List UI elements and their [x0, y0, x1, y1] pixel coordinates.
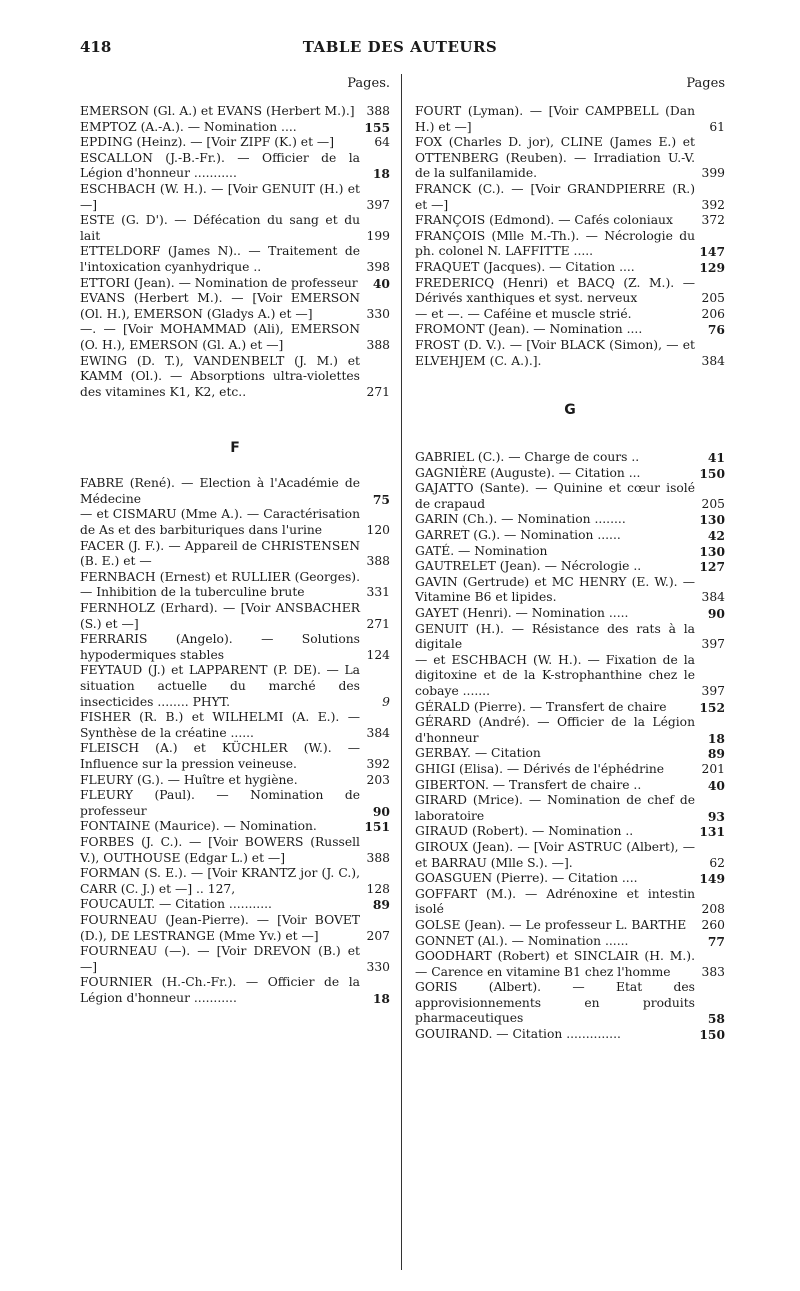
- entry-page-number: 9: [382, 694, 390, 709]
- entry-page-number: 18: [707, 730, 725, 746]
- index-entry: [80, 244, 390, 275]
- index-entry: [80, 213, 390, 244]
- index-entry: [80, 507, 390, 538]
- index-entry: [80, 788, 390, 819]
- entry-page-number: 120: [366, 523, 390, 538]
- entry-page-number: 90: [707, 606, 725, 622]
- entry-page-number: 90: [372, 803, 390, 819]
- index-entry: [415, 887, 725, 918]
- entry-text: GARIN (Ch.). — Nomination ........: [415, 512, 626, 527]
- index-entry: [415, 528, 725, 544]
- entry-page-number: 41: [707, 450, 725, 466]
- entry-text: ETTORI (Jean). — Nomination de professeur: [80, 275, 358, 290]
- index-entry: [415, 512, 725, 528]
- entry-text: ESTE (G. D'). — Défécation du sang et du lait: [80, 213, 360, 243]
- index-entry: [80, 866, 390, 897]
- entry-page-number: 155: [364, 119, 390, 135]
- entry-page-number: 18: [372, 166, 390, 182]
- entry-page-number: 150: [699, 465, 725, 481]
- index-entry: [415, 824, 725, 840]
- entry-text: GÉRALD (Pierre). — Transfert de chaire: [415, 699, 667, 714]
- index-entry: [80, 944, 390, 975]
- right-column: [415, 76, 725, 1043]
- index-entry: [80, 897, 390, 913]
- entry-text: GOUIRAND. — Citation ..............: [415, 1027, 621, 1042]
- page-title: TABLE DES AUTEURS: [302, 38, 498, 56]
- index-entry: [80, 773, 390, 789]
- entry-text: FERNHOLZ (Erhard). — [Voir ANSBACHER (S.) et —]: [80, 601, 360, 631]
- entry-page-number: 203: [366, 772, 390, 787]
- section-letter-g: G: [564, 402, 576, 419]
- entry-page-number: 58: [707, 1011, 725, 1027]
- entry-page-number: 384: [701, 590, 725, 605]
- section-letter-f: F: [230, 440, 240, 457]
- entry-text: FREDERICQ (Henri) et BACQ (Z. M.). — Dérivés xanthiques et syst. nerveux: [415, 275, 695, 306]
- index-entry: [415, 715, 725, 746]
- index-entry: [80, 539, 390, 570]
- entry-text: FACER (J. F.). — Appareil de CHRISTENSEN (B. E.) et —: [80, 538, 360, 569]
- index-entry: [415, 980, 725, 1027]
- index-entry: [415, 135, 725, 182]
- entry-text: FERNBACH (Ernest) et RULLIER (Georges). — Inhibition de la tuberculine brute: [80, 569, 360, 600]
- entry-page-number: 201: [701, 761, 725, 776]
- index-entry: [80, 135, 390, 151]
- entry-page-number: 372: [701, 213, 725, 228]
- index-entry: [415, 622, 725, 653]
- entry-text: GHIGI (Elisa). — Dérivés de l'éphédrine: [415, 761, 665, 776]
- index-entry: [80, 276, 390, 292]
- pages-column-label: Pages.: [347, 76, 390, 91]
- index-entry: [80, 120, 390, 136]
- entry-text: FROMONT (Jean). — Nomination ....: [415, 322, 643, 337]
- entry-page-number: 397: [366, 197, 390, 212]
- entry-page-number: 331: [366, 585, 390, 600]
- entry-text: FOURNEAU (—). — [Voir DREVON (B.) et —]: [80, 944, 360, 974]
- entry-text: FONTAINE (Maurice). — Nomination.: [80, 819, 317, 834]
- entry-page-number: 129: [699, 259, 725, 275]
- entry-page-number: 384: [701, 353, 725, 368]
- entry-text: ETTELDORF (James N).. — Traitement de l'intoxication cyanhydrique ..: [80, 244, 360, 274]
- entry-text: GOFFART (M.). — Adrénoxine et intestin isolé: [415, 886, 695, 917]
- index-entry: [415, 918, 725, 934]
- entry-page-number: 388: [366, 104, 390, 118]
- index-entry: [415, 338, 725, 369]
- index-entry: [415, 871, 725, 887]
- entry-page-number: 206: [701, 306, 725, 321]
- entry-page-number: 392: [366, 756, 390, 771]
- index-entry: [415, 466, 725, 482]
- entry-page-number: 397: [701, 684, 725, 698]
- entry-text: FABRE (René). — Election à l'Académie de Médecine: [80, 476, 360, 506]
- entry-page-number: 40: [372, 275, 390, 291]
- index-entry: [415, 793, 725, 824]
- entry-text: GIRAUD (Robert). — Nomination ..: [415, 824, 634, 839]
- entry-page-number: 93: [707, 808, 725, 824]
- entry-text: GORIS (Albert). — Etat des approvisionnements en produits pharmaceutiques: [415, 980, 695, 1026]
- index-entry: [415, 450, 725, 466]
- entry-text: GAVIN (Gertrude) et MC HENRY (E. W.). — Vitamine B6 et lipides.: [415, 574, 695, 605]
- entry-page-number: 89: [707, 746, 725, 762]
- entry-page-number: 64: [374, 135, 390, 150]
- entry-page-number: 62: [709, 855, 725, 870]
- entry-page-number: 76: [707, 322, 725, 338]
- entry-page-number: 152: [699, 699, 725, 715]
- entry-text: —. — [Voir MOHAMMAD (Ali), EMERSON (O. H.), EMERSON (Gl. A.) et —]: [80, 322, 360, 352]
- entry-text: FRANCK (C.). — [Voir GRANDPIERRE (R.) et —]: [415, 181, 695, 212]
- left-column: [80, 76, 390, 1006]
- entry-text: FRAQUET (Jacques). — Citation ....: [415, 259, 635, 274]
- index-entry: [415, 746, 725, 762]
- index-entry: [415, 481, 725, 512]
- index-entry: [80, 975, 390, 1006]
- index-entry: [80, 354, 390, 401]
- index-entry: [415, 762, 725, 778]
- index-entry: [415, 104, 725, 135]
- entry-page-number: 131: [699, 824, 725, 840]
- entry-text: FOURNEAU (Jean-Pierre). — [Voir BOVET (D.), DE LESTRANGE (Mme Yv.) et —]: [80, 912, 360, 943]
- entry-text: FLEURY (Paul). — Nomination de professeur: [80, 788, 360, 818]
- entry-page-number: 207: [366, 928, 390, 943]
- index-entry: [80, 601, 390, 632]
- index-entry: [415, 949, 725, 980]
- index-entry: [415, 934, 725, 950]
- entry-page-number: 18: [372, 990, 390, 1006]
- entry-text: FOUCAULT. — Citation ...........: [80, 897, 272, 912]
- entry-text: EPDING (Heinz). — [Voir ZIPF (K.) et —]: [80, 135, 335, 150]
- entry-page-number: 330: [366, 959, 390, 974]
- index-entry: [415, 700, 725, 716]
- entry-text: GIBERTON. — Transfert de chaire ..: [415, 777, 642, 792]
- index-entry: [415, 322, 725, 338]
- entry-text: FORMAN (S. E.). — [Voir KRANTZ jor (J. C.), CARR (C. J.) et —] .. 127,: [80, 866, 360, 896]
- entry-page-number: 42: [707, 528, 725, 544]
- entry-text: EWING (D. T.), VANDENBELT (J. M.) et KAMM (Ol.). — Absorptions ultra-violettes des vitamines K1, K2, etc..: [80, 353, 360, 399]
- index-entry: [415, 276, 725, 307]
- index-entry: [415, 213, 725, 229]
- entry-text: FERRARIS (Angelo). — Solutions hypodermiques stables: [80, 632, 360, 662]
- entry-page-number: 271: [366, 384, 390, 399]
- index-entry: [415, 260, 725, 276]
- entry-page-number: 147: [699, 244, 725, 260]
- entry-text: FORBES (J. C.). — [Voir BOWERS (Russell V.), OUTHOUSE (Edgar L.) et —]: [80, 834, 360, 865]
- entry-text: FLEURY (G.). — Huître et hygiène.: [80, 772, 298, 787]
- entry-text: FRANÇOIS (Edmond). — Cafés coloniaux: [415, 213, 673, 228]
- entry-page-number: 40: [707, 777, 725, 793]
- entry-text: GAGNIÈRE (Auguste). — Citation ...: [415, 465, 641, 480]
- entry-text: GOODHART (Robert) et SINCLAIR (H. M.). — Carence en vitamine B1 chez l'homme: [415, 949, 695, 979]
- entry-text: GERBAY. — Citation: [415, 746, 541, 761]
- index-entry: [80, 291, 390, 322]
- page-number: 418: [80, 38, 112, 56]
- entry-text: GONNET (Al.). — Nomination ......: [415, 933, 629, 948]
- index-entry: [80, 151, 390, 182]
- index-entry: [80, 741, 390, 772]
- entry-page-number: 383: [701, 964, 725, 979]
- entry-text: GABRIEL (C.). — Charge de cours ..: [415, 450, 640, 465]
- entry-text: GARRET (G.). — Nomination ......: [415, 528, 621, 543]
- entry-page-number: 199: [366, 228, 390, 243]
- index-entry: [80, 819, 390, 835]
- entry-text: GOLSE (Jean). — Le professeur L. BARTHE: [415, 917, 687, 932]
- entry-text: FOX (Charles D. jor), CLINE (James E.) et OTTENBERG (Reuben). — Irradiation U.-V. de la sulfanilamide.: [415, 135, 695, 181]
- page-header: [0, 38, 800, 62]
- entry-page-number: 271: [366, 616, 390, 631]
- entry-text: GATÉ. — Nomination: [415, 543, 548, 558]
- entry-page-number: 388: [366, 850, 390, 865]
- entry-page-number: 150: [699, 1027, 725, 1043]
- index-entry: [415, 182, 725, 213]
- entry-page-number: 205: [701, 496, 725, 511]
- entry-page-number: 399: [701, 166, 725, 181]
- index-entry: [80, 663, 390, 710]
- entry-page-number: 127: [699, 559, 725, 575]
- index-entry: [415, 575, 725, 606]
- entry-text: GAUTRELET (Jean). — Nécrologie ..: [415, 559, 642, 574]
- index-list-g: [415, 450, 725, 1043]
- entry-text: GÉRARD (André). — Officier de la Légion d'honneur: [415, 715, 695, 745]
- entry-text: GIRARD (Mrice). — Nomination de chef de laboratoire: [415, 793, 695, 823]
- entry-page-number: 151: [364, 819, 390, 835]
- index-entry: [415, 1027, 725, 1043]
- entry-text: — et CISMARU (Mme A.). — Caractérisation de As et des barbituriques dans l'urine: [80, 507, 360, 538]
- index-entry: [80, 913, 390, 944]
- index-entry: [80, 182, 390, 213]
- index-entry: [80, 710, 390, 741]
- index-entry: [80, 104, 390, 120]
- index-entry: [80, 570, 390, 601]
- entry-page-number: 61: [709, 119, 725, 134]
- index-entry: [415, 307, 725, 323]
- entry-page-number: 388: [366, 554, 390, 569]
- entry-page-number: 397: [701, 637, 725, 652]
- entry-text: FROST (D. V.). — [Voir BLACK (Simon), — et ELVEHJEM (C. A.).].: [415, 337, 695, 368]
- entry-text: GENUIT (H.). — Résistance des rats à la digitale: [415, 621, 695, 652]
- index-entry: [80, 322, 390, 353]
- entry-page-number: 77: [707, 933, 725, 949]
- entry-text: FOURNIER (H.-Ch.-Fr.). — Officier de la Légion d'honneur ...........: [80, 975, 360, 1005]
- entry-page-number: 130: [699, 512, 725, 528]
- index-entry: [415, 653, 725, 700]
- entry-text: EMPTOZ (A.-A.). — Nomination ....: [80, 119, 297, 134]
- entry-text: — et —. — Caféine et muscle strié.: [415, 306, 632, 321]
- entry-text: ESCHBACH (W. H.). — [Voir GENUIT (H.) et —]: [80, 181, 360, 212]
- entry-page-number: 130: [699, 543, 725, 559]
- entry-text: — et ESCHBACH (W. H.). — Fixation de la digitoxine et de la K-strophanthine chez le cobaye .......: [415, 652, 695, 698]
- index-entry: [415, 559, 725, 575]
- entry-text: GOASGUEN (Pierre). — Citation ....: [415, 871, 638, 886]
- entry-text: FEYTAUD (J.) et LAPPARENT (P. DE). — La situation actuelle du marché des insecticides ........ PHYT.: [80, 663, 360, 709]
- entry-text: FRANÇOIS (Mlle M.-Th.). — Nécrologie du ph. colonel N. LAFFITTE .....: [415, 228, 695, 259]
- entry-page-number: 124: [366, 647, 390, 662]
- index-list-f-continued: [415, 104, 725, 369]
- entry-page-number: 205: [701, 291, 725, 306]
- entry-page-number: 208: [701, 902, 725, 917]
- pages-column-label: Pages: [686, 76, 725, 91]
- entry-text: FOURT (Lyman). — [Voir CAMPBELL (Dan H.) et —]: [415, 104, 695, 134]
- entry-page-number: 398: [366, 259, 390, 274]
- index-list-f: [80, 476, 390, 1006]
- entry-text: GAYET (Henri). — Nomination .....: [415, 606, 629, 621]
- index-entry: [80, 835, 390, 866]
- index-entry: [415, 544, 725, 560]
- entry-text: GIROUX (Jean). — [Voir ASTRUC (Albert), — et BARRAU (Mlle S.). —].: [415, 839, 695, 870]
- entry-page-number: 128: [366, 881, 390, 896]
- entry-text: GAJATTO (Sante). — Quinine et cœur isolé de crapaud: [415, 481, 695, 511]
- index-entry: [415, 778, 725, 794]
- column-divider: [401, 74, 402, 1270]
- entry-text: ESCALLON (J.-B.-Fr.). — Officier de la Légion d'honneur ...........: [80, 150, 360, 181]
- entry-text: EVANS (Herbert M.). — [Voir EMERSON (Ol. H.), EMERSON (Gladys A.) et —]: [80, 291, 360, 321]
- entry-text: FISHER (R. B.) et WILHELMI (A. E.). — Synthèse de la créatine ......: [80, 710, 360, 740]
- index-list-e: [80, 104, 390, 400]
- entry-page-number: 260: [701, 917, 725, 932]
- entry-page-number: 330: [366, 306, 390, 321]
- index-entry: [415, 229, 725, 260]
- index-entry: [80, 632, 390, 663]
- index-entry: [80, 476, 390, 507]
- index-entry: [415, 840, 725, 871]
- entry-page-number: 384: [366, 725, 390, 740]
- entry-page-number: 392: [701, 197, 725, 212]
- entry-page-number: 89: [372, 897, 390, 913]
- entry-page-number: 75: [372, 491, 390, 507]
- entry-text: EMERSON (Gl. A.) et EVANS (Herbert M.).]: [80, 104, 355, 118]
- index-entry: [415, 606, 725, 622]
- entry-page-number: 388: [366, 337, 390, 352]
- entry-text: FLEISCH (A.) et KÜCHLER (W.). — Influence sur la pression veineuse.: [80, 741, 360, 771]
- entry-page-number: 149: [699, 871, 725, 887]
